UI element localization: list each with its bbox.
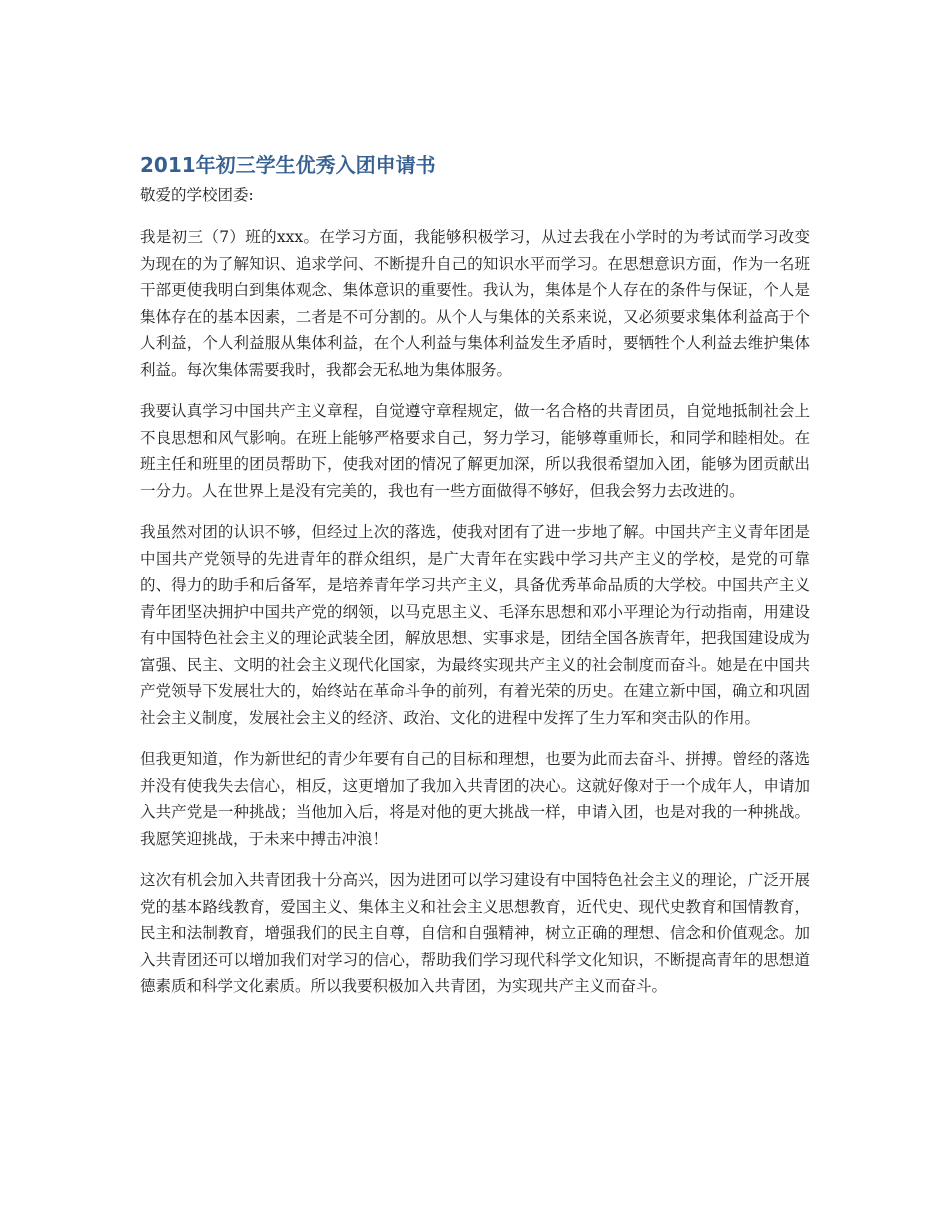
paragraph-2: 我要认真学习中国共产主义章程，自觉遵守章程规定，做一名合格的共青团员，自觉地抵制社会上不良思想和风气影响。在班上能够严格要求自己，努力学习，能够尊重师长，和同学和睦相处。在班主任和班里的团员帮助下，使我对团的情况了解更加深，所以我很希望加入团，能够为团贡献出一分力。人在世界上是没有完美的，我也有一些方面做得不够好，但我会努力去改进的。 <box>140 402 810 500</box>
paragraph-5: 这次有机会加入共青团我十分高兴，因为进团可以学习建设有中国特色社会主义的理论，广泛开展党的基本路线教育，爱国主义、集体主义和社会主义思想教育，近代史、现代史教育和国情教育，民主和法制教育，增强我们的民主自尊，自信和自强精神，树立正确的理想、信念和价值观念。加入共青团还可以增加我们对学习的信心，帮助我们学习现代科学文化知识，不断提高青年的思想道德素质和科学文化素质。所以我要积极加入共青团，为实现共产主义而奋斗。 <box>140 871 810 995</box>
document-page <box>140 150 810 1015</box>
document-title: 2011年初三学生优秀入团申请书 <box>140 153 436 177</box>
paragraph-1: 我是初三（7）班的xxx。在学习方面，我能够积极学习，从过去我在小学时的为考试而学习改变为现在的为了解知识、追求学问、不断提升自己的知识水平而学习。在思想意识方面，作为一名班干部更使我明白到集体观念、集体意识的重要性。我认为，集体是个人存在的条件与保证，个人是集体存在的基本因素，二者是不可分割的。从个人与集体的关系来说，又必须要求集体利益高于个人利益，个人利益服从集体利益，在个人利益与集体利益发生矛盾时，要牺牲个人利益去维护集体利益。每次集体需要我时，我都会无私地为集体服务。 <box>140 228 810 379</box>
paragraph-4: 但我更知道，作为新世纪的青少年要有自己的目标和理想，也要为此而去奋斗、拼搏。曾经的落选并没有使我失去信心，相反，这更增加了我加入共青团的决心。这就好像对于一个成年人，申请加入共产党是一种挑战；当他加入后，将是对他的更大挑战一样，申请入团，也是对我的一种挑战。我愿笑迎挑战，于未来中搏击冲浪！ <box>140 750 810 848</box>
salutation: 敬爱的学校团委: <box>140 186 254 204</box>
paragraph-3: 我虽然对团的认识不够，但经过上次的落选，使我对团有了进一步地了解。中国共产主义青年团是中国共产党领导的先进青年的群众组织，是广大青年在实践中学习共产主义的学校，是党的可靠的、得力的助手和后备军，是培养青年学习共产主义，具备优秀革命品质的大学校。中国共产主义青年团坚决拥护中国共产党的纲领，以马克思主义、毛泽东思想和邓小平理论为行动指南，用建设有中国特色社会主义的理论武装全团，解放思想、实事求是，团结全国各族青年，把我国建设成为富强、民主、文明的社会主义现代化国家，为最终实现共产主义的社会制度而奋斗。她是在中国共产党领导下发展壮大的，始终站在革命斗争的前列，有着光荣的历史。在建立新中国，确立和巩固社会主义制度，发展社会主义的经济、政治、文化的进程中发挥了生力军和突击队的作用。 <box>140 523 810 727</box>
